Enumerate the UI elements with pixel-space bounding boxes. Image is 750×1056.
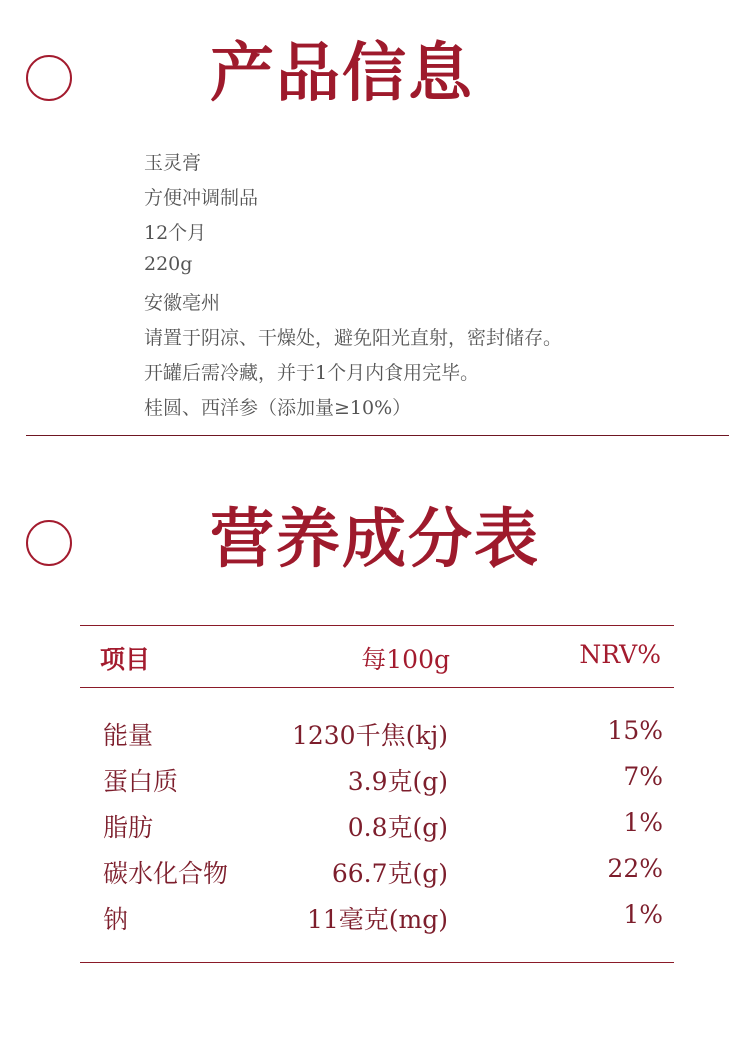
info-value: 开罐后需冷藏，并于1个月内食用完毕。 — [144, 362, 480, 384]
header-nrv: NRV% — [579, 640, 661, 669]
info-value: 桂圆、西洋参（添加量≥10%） — [144, 397, 412, 419]
info-value: 安徽亳州 — [144, 292, 221, 314]
info-value: 12个月 — [144, 222, 207, 244]
row-nrv: 15% — [607, 716, 663, 745]
nutrition-title: 营养成分表 — [210, 502, 540, 577]
row-nrv: 1% — [623, 808, 663, 837]
row-nrv: 7% — [623, 762, 663, 791]
row-name: 碳水化合物 — [103, 859, 229, 888]
row-nrv: 22% — [607, 854, 663, 883]
row-name: 能量 — [103, 721, 154, 750]
section-divider — [26, 435, 729, 436]
table-header-rule — [80, 687, 674, 688]
info-value: 方便冲调制品 — [144, 187, 259, 209]
info-value: 玉灵膏 — [144, 152, 202, 174]
section-marker-circle-icon — [26, 520, 72, 566]
row-value: 66.7克(g) — [331, 859, 448, 888]
row-value: 0.8克(g) — [347, 813, 448, 842]
header-item: 项目 — [100, 645, 151, 674]
row-name: 钠 — [103, 905, 129, 934]
info-value: 请置于阴凉、干燥处，避免阳光直射，密封储存。 — [144, 327, 563, 349]
row-value: 11毫克(mg) — [306, 905, 448, 934]
table-bottom-rule — [80, 962, 674, 963]
row-value: 1230千焦(kj) — [291, 721, 448, 750]
header-per-100g: 每100g — [361, 645, 450, 674]
row-nrv: 1% — [623, 900, 663, 929]
row-name: 脂肪 — [103, 813, 154, 842]
section-marker-circle-icon — [26, 55, 72, 101]
table-top-rule — [80, 625, 674, 626]
row-value: 3.9克(g) — [347, 767, 448, 796]
row-name: 蛋白质 — [103, 767, 179, 796]
product-info-title: 产品信息 — [210, 36, 474, 111]
info-value: 220g — [144, 253, 193, 275]
